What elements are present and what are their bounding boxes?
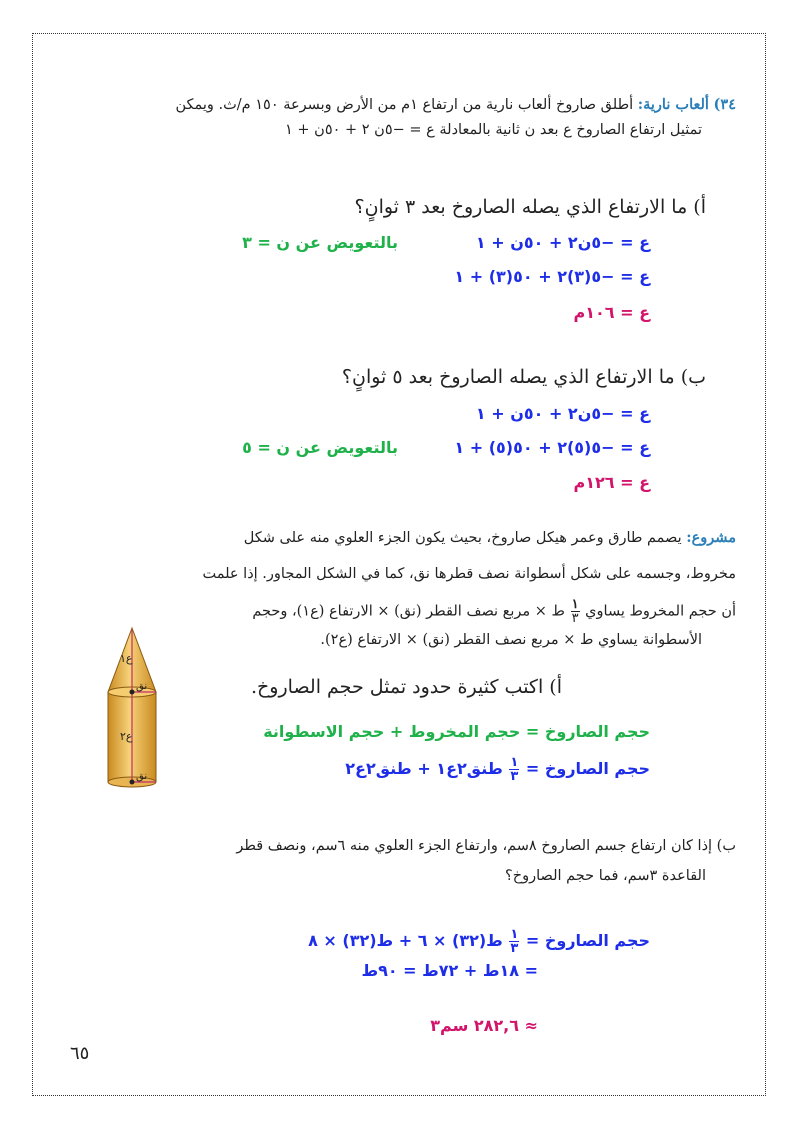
q34a-step2: ع = −٥(٣)٢ + ٥٠(٣) + ١ bbox=[454, 267, 650, 286]
calc-fraction bbox=[509, 928, 519, 955]
project-b-calc3: ≈ ٢٨٢,٦ سم٣ bbox=[430, 1016, 538, 1035]
fraction-denominator: ٣ bbox=[571, 611, 579, 626]
project-a-ans2-right: طنق٢ع١ + طنق٢ع٢ bbox=[345, 759, 503, 778]
project-a-ans2-left: حجم الصاروخ = bbox=[525, 759, 650, 778]
q34a-step1: ع = −٥ن٢ + ٥٠ن + ١ bbox=[475, 233, 650, 252]
q34a-result: ع = ١٠٦م bbox=[573, 303, 650, 322]
project-b-question1: ب) إذا كان ارتفاع جسم الصاروخ ٨سم، وارتفاع الجزء العلوي منه ٦سم، ونصف قطر bbox=[236, 838, 736, 854]
rocket-figure bbox=[98, 626, 162, 796]
q34b-result: ع = ١٢٦م bbox=[573, 473, 650, 492]
project-line4: الأسطوانة يساوي ط × مربع نصف القطر (نق) × الارتفاع (ع٢). bbox=[320, 632, 702, 648]
project-label: مشروع: bbox=[686, 529, 736, 546]
q34b-note: بالتعويض عن ن = ٥ bbox=[242, 438, 398, 457]
project-line2: مخروط، وجسمه على شكل أسطوانة نصف قطرها نق، كما في الشكل المجاور. إذا علمت bbox=[202, 566, 736, 582]
ans-frac-den: ٣ bbox=[510, 769, 519, 784]
q34-topic: ألعاب نارية: bbox=[637, 96, 709, 113]
q34b-step1: ع = −٥ن٢ + ٥٠ن + ١ bbox=[475, 404, 650, 423]
h2-label: ع٢ bbox=[120, 730, 133, 743]
project-a-ans1: حجم الصاروخ = حجم المخروط + حجم الاسطوانة bbox=[263, 722, 650, 741]
project-a-ans2 bbox=[345, 756, 650, 783]
project-b-calc1-right: ط(٣٢) × ٦ + ط(٣٢) × ٨ bbox=[308, 931, 503, 950]
project-line1 bbox=[244, 529, 736, 546]
ans-frac-num: ١ bbox=[510, 755, 519, 770]
project-b-calc1 bbox=[308, 928, 650, 955]
r-top-label: نق bbox=[136, 681, 148, 692]
q34a-question: أ) ما الارتفاع الذي يصله الصاروخ بعد ٣ ثوانٍ؟ bbox=[354, 196, 706, 218]
project-b-calc2: = ١٨ط + ٧٢ط = ٩٠ط bbox=[361, 961, 538, 980]
h1-label: ع١ bbox=[120, 652, 133, 665]
project-b-question2: القاعدة ٣سم، فما حجم الصاروخ؟ bbox=[505, 868, 706, 884]
calc-frac-num: ١ bbox=[510, 927, 519, 942]
project-a-question: أ) اكتب كثيرة حدود تمثل حجم الصاروخ. bbox=[251, 676, 562, 698]
q34-line2: تمثيل ارتفاع الصاروخ ع بعد ن ثانية بالمعادلة ع = −٥ن ٢ + ٥٠ن + ١ bbox=[284, 122, 702, 138]
q34b-question: ب) ما الارتفاع الذي يصله الصاروخ بعد ٥ ثوانٍ؟ bbox=[341, 366, 706, 388]
project-b-calc1-left: حجم الصاروخ = bbox=[525, 931, 650, 950]
page-number: ٦٥ bbox=[70, 1043, 90, 1064]
r-bottom-label: نق bbox=[136, 771, 148, 782]
calc-frac-den: ٣ bbox=[510, 941, 519, 956]
fraction-numerator: ١ bbox=[571, 597, 579, 612]
q34-line1 bbox=[175, 96, 736, 113]
project-line3a: أن حجم المخروط يساوي bbox=[585, 603, 736, 620]
ans-fraction bbox=[509, 756, 519, 783]
q34b-step2: ع = −٥(٥)٢ + ٥٠(٥) + ١ bbox=[454, 438, 650, 457]
q34-line1-text: أطلق صاروخ ألعاب نارية من ارتفاع ١م من الأرض وبسرعة ١٥٠ م/ث. ويمكن bbox=[175, 97, 634, 113]
project-line3 bbox=[252, 598, 736, 625]
q34a-note: بالتعويض عن ن = ٣ bbox=[242, 233, 398, 252]
q34-number: ٣٤) bbox=[713, 96, 736, 113]
project-line1-text: يصمم طارق وعمر هيكل صاروخ، بحيث يكون الجزء العلوي منه على شكل bbox=[243, 530, 682, 546]
project-line3b: ط × مربع نصف القطر (نق) × الارتفاع (ع١)، وحجم bbox=[252, 603, 565, 620]
one-third-fraction bbox=[571, 598, 580, 625]
